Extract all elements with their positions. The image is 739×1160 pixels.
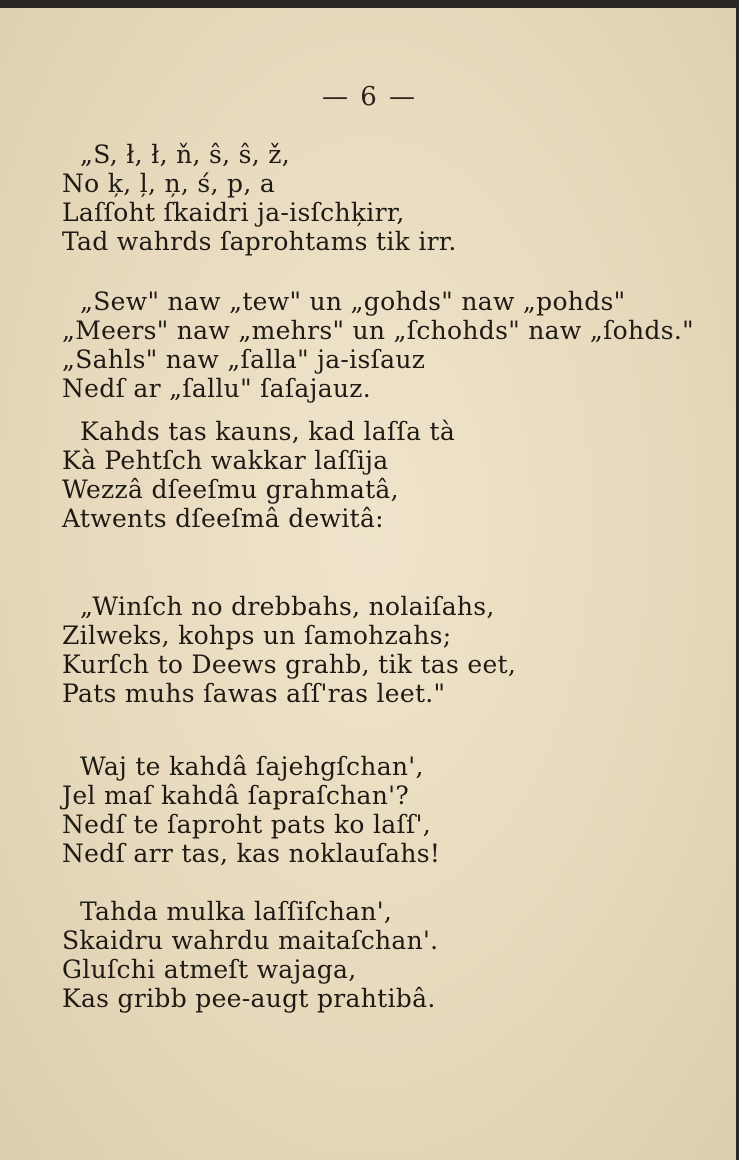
poem-line: Jel maſ kahdâ ſapraſchan'?	[62, 781, 410, 810]
poem-line: No ķ, ļ, ņ, ś, p, a	[62, 169, 276, 198]
poem-line: Waj te kahdâ ſajehgſchan',	[80, 752, 424, 781]
poem-line: Laſſoht ſkaidri ja-isſchķirr,	[62, 198, 405, 227]
poem-line: Nedſ ar „ſallu" ſaſajauz.	[62, 374, 372, 403]
poem-line: „Sahls" naw „ſalla" ja-isſauz	[62, 345, 426, 374]
poem-line: Kà Pehtſch wakkar laſſija	[62, 446, 389, 475]
poem-line: „Sew" naw „tew" un „gohds" naw „pohds"	[80, 287, 626, 316]
poem-line: Skaidru wahrdu maitaſchan'.	[62, 926, 439, 955]
poem-line: „S, ł, ł, ň, ŝ, ŝ, ž,	[80, 140, 290, 169]
poem-line: Pats muhs ſawas aſſ'ras leet."	[62, 679, 446, 708]
poem-line: Kas gribb pee-augt prahtibâ.	[62, 984, 436, 1013]
poem-line: „Meers" naw „mehrs" un „ſchohds" naw „ſohds."	[62, 316, 694, 345]
poem-line: Wezzâ dſeeſmu grahmatâ,	[62, 475, 399, 504]
scan-border-top	[0, 0, 739, 8]
stanza-3	[62, 417, 455, 533]
poem-line: Kahds tas kauns, kad laſſa tà	[80, 417, 456, 446]
poem-line: Atwents dſeeſmâ dewitâ:	[62, 504, 384, 533]
poem-line: „Winſch no drebbahs, nolaiſahs,	[80, 592, 495, 621]
stanza-5	[62, 752, 440, 868]
stanza-6	[62, 897, 438, 1013]
poem-line: Tad wahrds ſaprohtams tik irr.	[62, 227, 457, 256]
page-number: — 6 —	[321, 82, 418, 112]
poem-line: Gluſchi atmeſt wajaga,	[62, 955, 357, 984]
poem-line: Tahda mulka laſſiſchan',	[80, 897, 393, 926]
stanza-2	[62, 287, 694, 403]
poem-line: Nedſ te ſaproht pats ko laſſ',	[62, 810, 432, 839]
stanza-4	[62, 592, 516, 708]
poem-line: Kurſch to Deews grahb, tik tas eet,	[62, 650, 517, 679]
stanza-1	[62, 140, 457, 256]
poem-line: Nedſ arr tas, kas noklauſahs!	[62, 839, 441, 868]
poem-line: Zilweks, kohps un ſamohzahs;	[62, 621, 452, 650]
